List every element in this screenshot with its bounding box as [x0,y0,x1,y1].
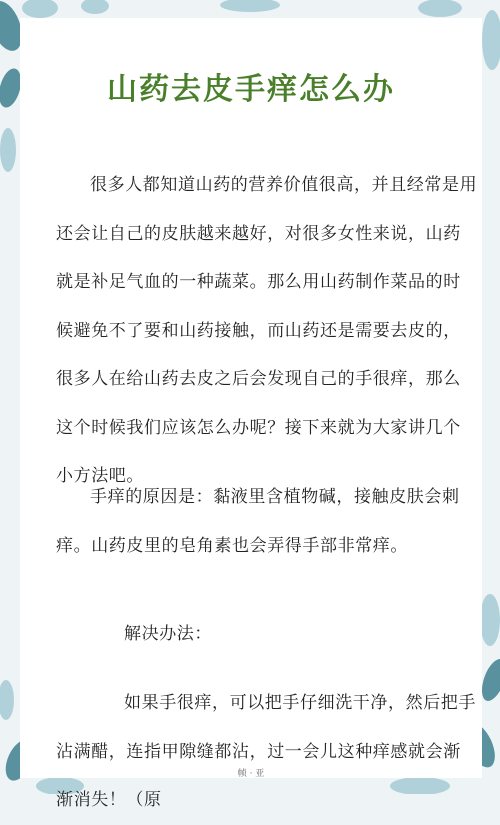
article-title: 山药去皮手痒怎么办 [107,72,395,107]
page-footer: 帧 · 亚 [237,769,265,779]
paragraph-cause: 手痒的原因是：黏液里含植物碱，接触皮肤会刺痒。山药皮里的皂角素也会弄得手部非常痒。 [56,487,460,556]
paragraph-intro: 很多人都知道山药的营养价值很高，并且经常是用还会让自己的皮肤越来越好，对很多女性来说，山药就是补足气血的一种蔬菜。那么用山药制作菜品的时候避免不了要和山药接触，而山药还是需要去皮的，很多人在给山药去皮之后会发现自己的手很痒，那么这个时候我们应该怎么办呢？接下来就为大家讲几个小方法吧。 [56,175,478,486]
paragraph-solution: 如果手很痒，可以把手仔细洗干净，然后把手沾满醋，连指甲隙缝都沾，过一会儿这种痒感就会渐渐消失！（原 [56,693,476,810]
paragraph-solution-heading: 解决办法： [124,624,212,644]
article-card [20,18,482,810]
